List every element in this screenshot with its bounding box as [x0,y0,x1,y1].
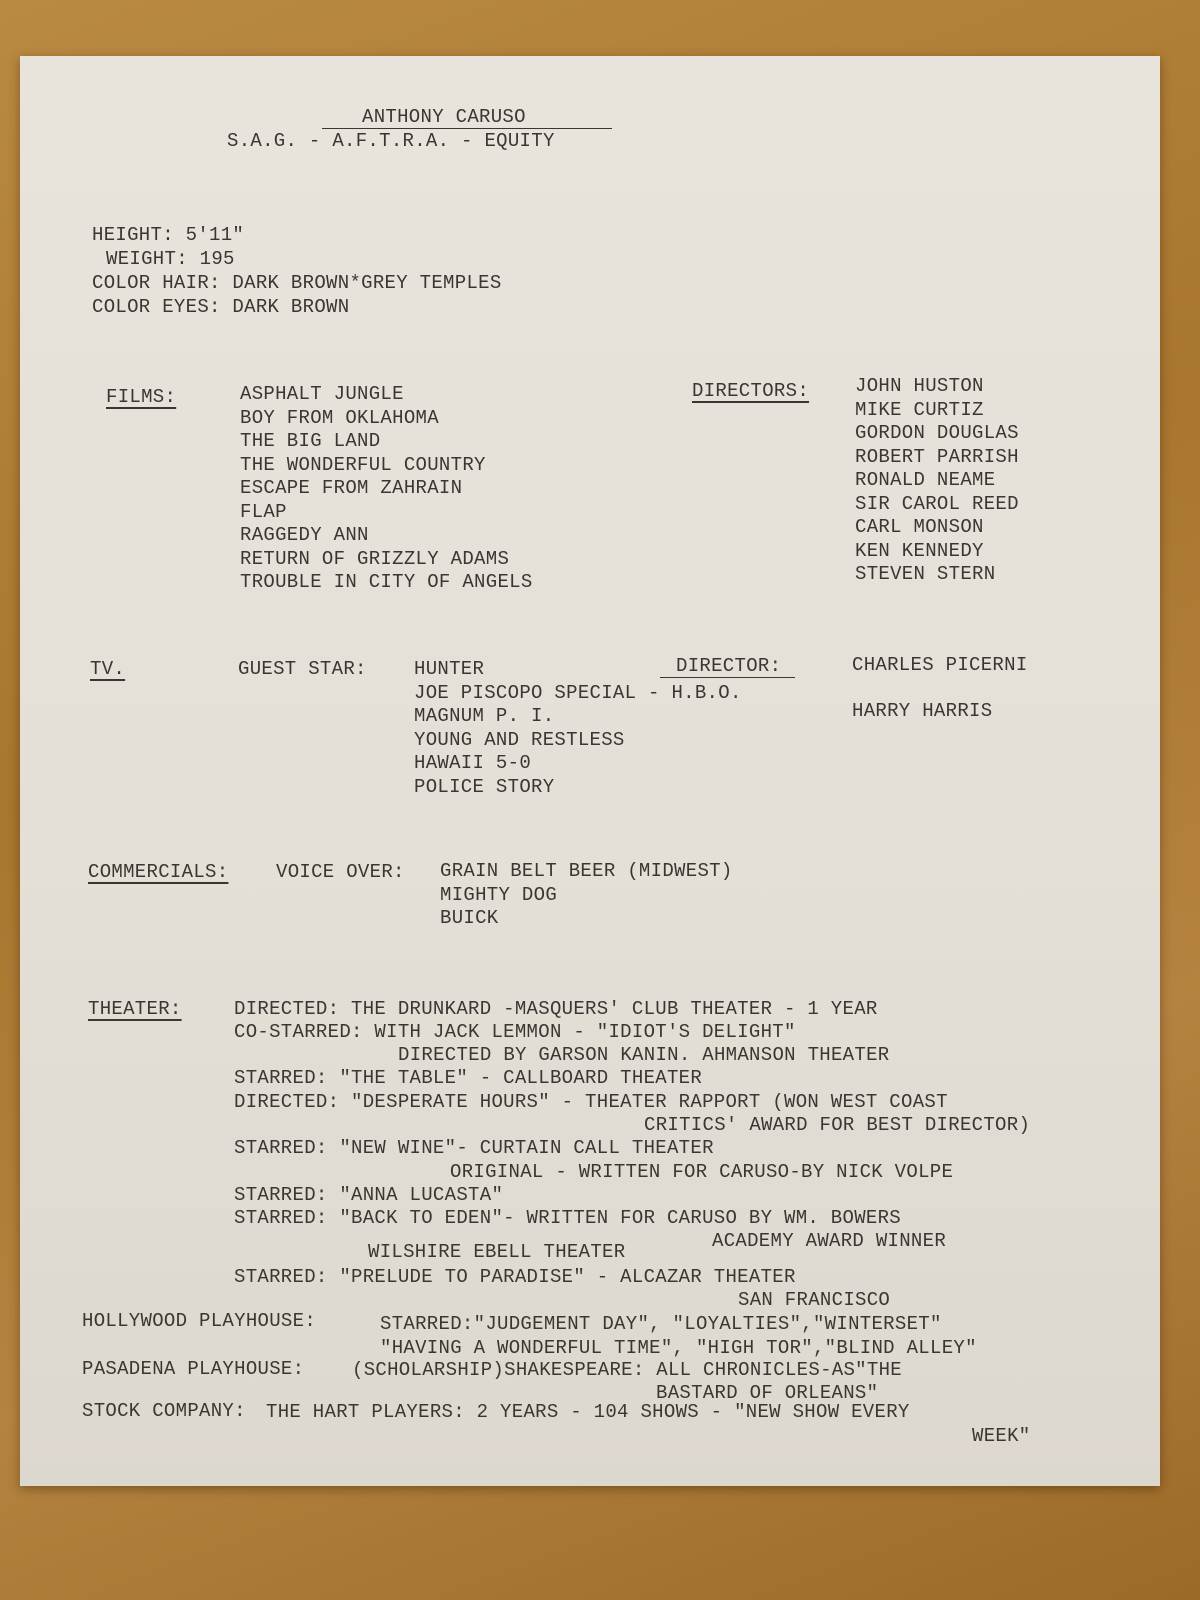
tv-show: YOUNG AND RESTLESS [414,728,625,751]
film-director: RONALD NEAME [855,469,996,491]
film-director: ROBERT PARRISH [855,445,1019,468]
film-director: CARL MONSON [855,516,984,538]
film-directors-heading: DIRECTORS: [692,380,810,402]
stock-company-label: STOCK COMPANY: [82,1400,246,1422]
films-list [240,383,533,595]
film-director: MIKE CURTIZ [855,398,984,421]
stat-eyes: COLOR EYES: DARK BROWN [92,296,350,318]
theater-line: STARRED: "NEW WINE"- CURTAIN CALL THEATER [234,1137,714,1159]
film-title: ESCAPE FROM ZAHRAIN [240,477,463,499]
tv-shows-list [414,658,742,799]
film-title: THE BIG LAND [240,430,381,452]
film-directors-list [855,375,1019,587]
resume-paper [20,56,1160,1486]
header-rule [322,128,612,129]
stock-company-line: WEEK" [972,1425,1031,1447]
film-title: RETURN OF GRIZZLY ADAMS [240,547,510,570]
tv-show: MAGNUM P. I. [414,705,555,727]
tv-guest-star-label: GUEST STAR: [238,658,367,680]
theater-line: STARRED: "THE TABLE" - CALLBOARD THEATER [234,1067,703,1089]
resume-document [20,56,1160,1486]
pasadena-playhouse-line: (SCHOLARSHIP)SHAKESPEARE: ALL CHRONICLES-AS"THE [352,1359,902,1381]
film-title: THE WONDERFUL COUNTRY [240,453,486,476]
theater-line: CO-STARRED: WITH JACK LEMMON - "IDIOT'S DELIGHT" [234,1021,796,1043]
pasadena-playhouse-line: BASTARD OF ORLEANS" [656,1382,879,1404]
commercial-item: GRAIN BELT BEER (MIDWEST) [440,860,733,882]
commercials-list [440,860,733,931]
stock-company-line: THE HART PLAYERS: 2 YEARS - 104 SHOWS - "NEW SHOW EVERY [266,1401,910,1423]
film-title: FLAP [240,500,287,523]
tv-heading: TV. [90,658,126,680]
theater-line: DIRECTED: THE DRUNKARD -MASQUERS' CLUB THEATER - 1 YEAR [234,998,878,1020]
films-heading: FILMS: [106,386,177,408]
film-director: KEN KENNEDY [855,539,984,562]
pasadena-playhouse-label: PASADENA PLAYHOUSE: [82,1358,305,1380]
tv-show: HAWAII 5-0 [414,752,532,774]
theater-line: DIRECTED: "DESPERATE HOURS" - THEATER RAPPORT (WON WEST COAST [234,1091,948,1113]
tv-show: JOE PISCOPO SPECIAL - H.B.O. [414,681,742,704]
tv-director-label: DIRECTOR: [676,655,782,677]
tv-director: HARRY HARRIS [852,700,993,722]
commercials-heading: COMMERCIALS: [88,861,229,883]
stat-weight: WEIGHT: 195 [106,248,235,270]
film-title: TROUBLE IN CITY OF ANGELS [240,571,533,593]
theater-line: SAN FRANCISCO [738,1289,891,1311]
theater-line: STARRED: "PRELUDE TO PARADISE" - ALCAZAR THEATER [234,1266,796,1288]
theater-line: STARRED: "BACK TO EDEN"- WRITTEN FOR CARUSO BY WM. BOWERS [234,1207,902,1229]
tv-director: CHARLES PICERNI [852,654,1028,676]
film-director: GORDON DOUGLAS [855,422,1019,444]
film-title: ASPHALT JUNGLE [240,383,404,405]
stat-hair: COLOR HAIR: DARK BROWN*GREY TEMPLES [92,272,502,294]
theater-heading: THEATER: [88,998,182,1020]
theater-line: ORIGINAL - WRITTEN FOR CARUSO-BY NICK VOLPE [450,1161,954,1183]
stat-height: HEIGHT: 5'11" [92,224,245,246]
commercial-item: MIGHTY DOG [440,883,558,906]
theater-line: CRITICS' AWARD FOR BEST DIRECTOR) [644,1114,1031,1136]
film-title: RAGGEDY ANN [240,524,369,546]
union-affiliations: S.A.G. - A.F.T.R.A. - EQUITY [227,130,555,152]
commercial-item: BUICK [440,907,499,929]
hollywood-playhouse-line: STARRED:"JUDGEMENT DAY", "LOYALTIES","WINTERSET" [380,1313,942,1335]
film-director: STEVEN STERN [855,563,996,585]
film-director: JOHN HUSTON [855,375,984,397]
theater-line: ACADEMY AWARD WINNER [712,1230,947,1252]
actor-name: ANTHONY CARUSO [362,106,526,128]
theater-line: WILSHIRE EBELL THEATER [368,1241,626,1263]
tv-show: HUNTER [414,658,485,680]
film-title: BOY FROM OKLAHOMA [240,406,439,429]
voice-over-label: VOICE OVER: [276,861,405,883]
hollywood-playhouse-line: "HAVING A WONDERFUL TIME", "HIGH TOR","BLIND ALLEY" [380,1337,977,1359]
hollywood-playhouse-label: HOLLYWOOD PLAYHOUSE: [82,1310,317,1332]
film-director: SIR CAROL REED [855,492,1019,515]
tv-director-rule [660,677,795,678]
theater-line: DIRECTED BY GARSON KANIN. AHMANSON THEATER [398,1044,890,1066]
tv-show: POLICE STORY [414,775,555,798]
theater-line: STARRED: "ANNA LUCASTA" [234,1184,504,1206]
